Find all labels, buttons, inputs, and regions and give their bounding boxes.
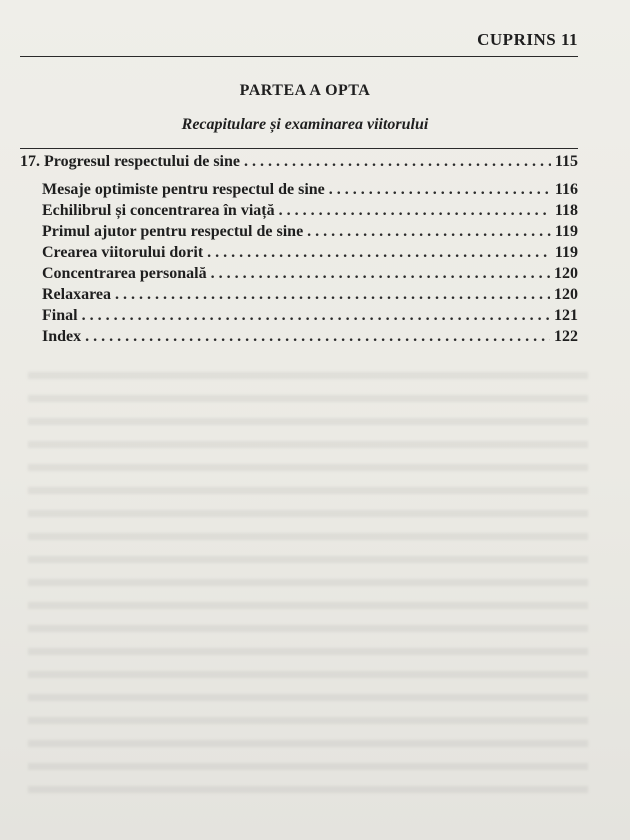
toc-entry-page: 120 <box>554 265 578 282</box>
dot-leader <box>85 328 550 346</box>
toc-entry[interactable] <box>20 307 578 328</box>
running-head-page-number: 11 <box>560 30 578 49</box>
toc-entry[interactable] <box>20 181 578 202</box>
dot-leader <box>211 265 550 283</box>
dot-leader <box>279 202 551 220</box>
toc-entry-page: 119 <box>554 244 578 261</box>
dot-leader <box>207 244 551 262</box>
toc-entry-label: Index <box>42 328 82 345</box>
table-of-contents <box>20 148 578 349</box>
toc-entry-label: Relaxarea <box>42 286 112 303</box>
toc-entry-label: Final <box>42 307 78 324</box>
header-rule <box>20 56 578 57</box>
dot-leader <box>244 153 551 171</box>
toc-chapter-page: 115 <box>554 153 578 170</box>
toc-chapter-row[interactable] <box>20 153 578 175</box>
toc-entry-page: 119 <box>554 223 578 240</box>
dot-leader <box>82 307 550 325</box>
toc-entry[interactable] <box>20 328 578 349</box>
dot-leader <box>115 286 550 304</box>
toc-chapter-label: 17. Progresul respectului de sine <box>20 153 240 170</box>
show-through-text <box>28 360 588 800</box>
part-subtitle: Recapitulare și examinarea viitorului <box>181 116 429 133</box>
dot-leader <box>307 223 551 241</box>
toc-entry[interactable] <box>20 286 578 307</box>
toc-entry-page: 116 <box>554 181 578 198</box>
running-head <box>477 30 578 50</box>
toc-entry[interactable] <box>20 244 578 265</box>
toc-entry-label: Concentrarea personală <box>42 265 207 282</box>
toc-entry-page: 122 <box>554 328 578 345</box>
part-title: PARTEA A OPTA <box>239 82 371 99</box>
running-head-section: CUPRINS <box>477 30 557 49</box>
toc-entry-page: 121 <box>554 307 578 324</box>
toc-entry-list <box>20 181 578 349</box>
toc-entry-page: 118 <box>554 202 578 219</box>
toc-entry-label: Echilibrul și concentrarea în viață <box>42 202 275 219</box>
dot-leader <box>329 181 551 199</box>
toc-entry[interactable] <box>20 223 578 244</box>
toc-entry-page: 120 <box>554 286 578 303</box>
toc-entry-label: Crearea viitorului dorit <box>42 244 204 261</box>
toc-entry-label: Mesaje optimiste pentru respectul de sine <box>42 181 325 198</box>
toc-entry-label: Primul ajutor pentru respectul de sine <box>42 223 304 240</box>
toc-entry[interactable] <box>20 202 578 223</box>
toc-entry[interactable] <box>20 265 578 286</box>
